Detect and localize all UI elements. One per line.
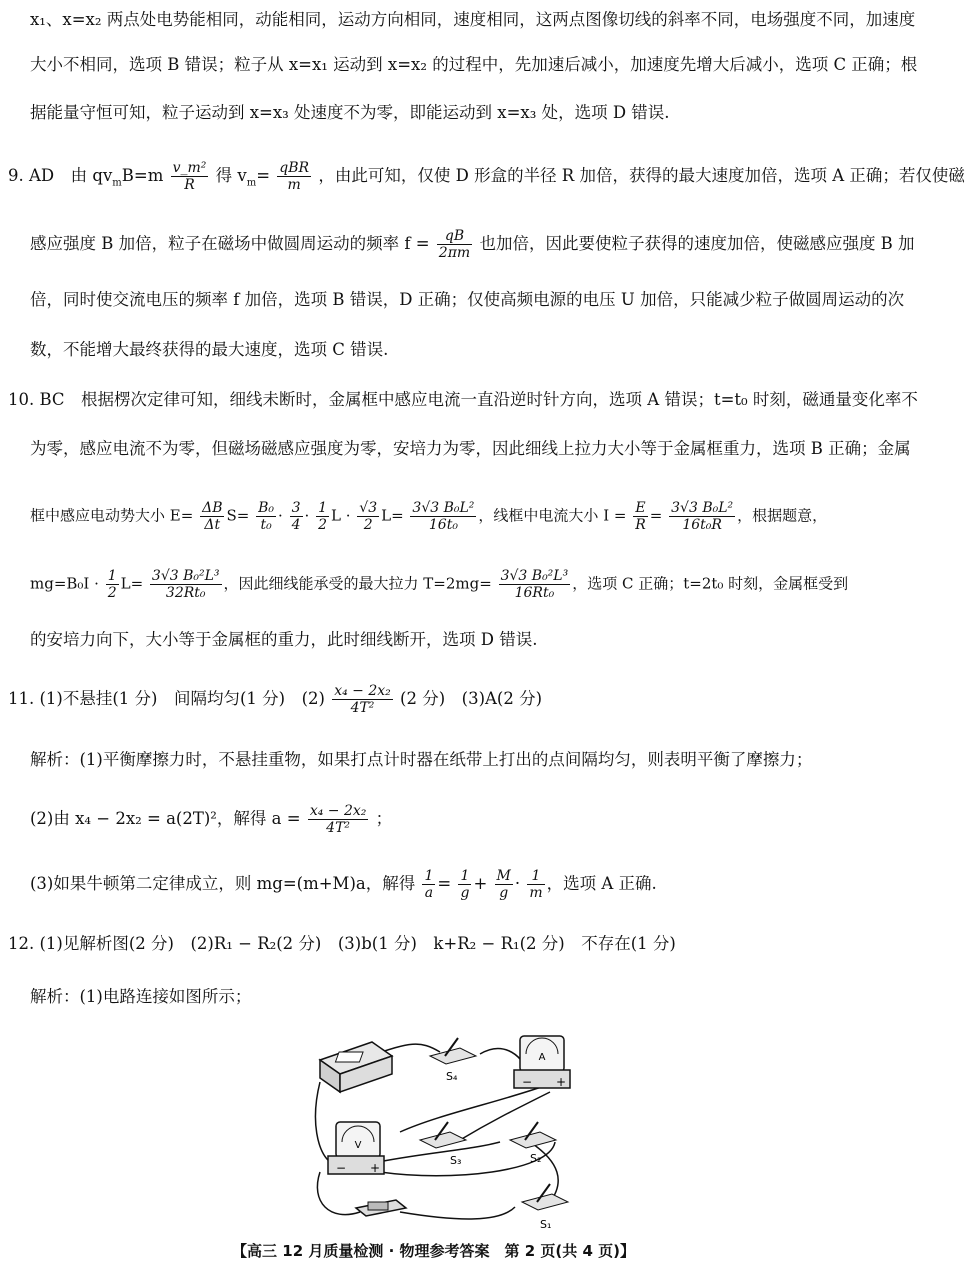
voltmeter-label: V [354, 1140, 362, 1151]
switch-s1 [522, 1184, 568, 1231]
q9-line-2: 感应强度 B 加倍，粒子在磁场中做圆周运动的频率 f = $\frac{qB}{2\pi m}$ 也加倍，因此要使粒子获得的速度加倍，使磁感应强度 B 加 [30, 228, 915, 261]
q11-line-1: 11. (1)不悬挂(1 分) 间隔均匀(1 分) (2) $\frac{\text{x₄ − 2x₂}}{\text{4T²}}$ (2 分) (3)A(2 分) [8, 683, 543, 716]
switch-s1-label: S₁ [540, 1218, 552, 1231]
voltmeter-plus: + [370, 1161, 381, 1175]
q8-line-2: 大小不相同，选项 B 错误；粒子从 x=x₁ 运动到 x=x₂ 的过程中，先加速后减小，加速度先增大后减小，选项 C 正确；根 [30, 55, 918, 74]
switch-s2-label: S₂ [530, 1152, 542, 1165]
voltmeter [328, 1122, 384, 1175]
q8-line-1: x₁、x=x₂ 两点处电势能相同，动能相同，运动方向相同，速度相同，这两点图像切线的斜率不同，电场强度不同，加速度 [30, 10, 916, 29]
switch-s3-label: S₃ [450, 1154, 462, 1167]
switch-s4-label: S₄ [446, 1070, 458, 1083]
q10-line-1: 10. BC 根据楞次定律可知，细线未断时，金属框中感应电流一直沿逆时针方向，选项 A 错误；t=t₀ 时刻，磁通量变化率不 [8, 390, 918, 409]
q9-line-1: 9. AD 由 $qv_mB=m$ $\frac{\text{v\_m²}}{R}$ 得 $v_m=$ $\frac{\text{qBR}}{m}$ ，由此可知，仅使 D 形盒的半径 R 加倍，获得的最大速度加倍，选项 A 正确；若仅使磁 [8, 160, 965, 193]
q12-line-2: 解析：(1)电路连接如图所示； [30, 987, 252, 1006]
q12-line-1: 12. (1)见解析图(2 分) (2)R₁ − R₂(2 分) (3)b(1 分) k+R₂ − R₁(2 分) 不存在(1 分) [8, 934, 676, 953]
ammeter-label: A [538, 1052, 546, 1063]
q9-line-3: 倍，同时使交流电压的频率 f 加倍，选项 B 错误，D 正确；仅使高频电源的电压 U 加倍，只能减少粒子做圆周运动的次 [30, 290, 905, 309]
q10-line-2: 为零，感应电流不为零，但磁场磁感应强度为零，安培力为零，因此细线上拉力大小等于金属框重力，选项 B 正确；金属 [30, 439, 911, 458]
wire [317, 1172, 360, 1215]
ammeter-minus: − [522, 1075, 533, 1089]
switch-s4 [430, 1038, 476, 1083]
page-footer: 【高三 12 月质量检测 · 物理参考答案 第 2 页(共 4 页)】 [232, 1242, 635, 1260]
voltmeter-minus: − [336, 1161, 347, 1175]
q9-line-4: 数，不能增大最终获得的最大速度，选项 C 错误. [30, 340, 389, 359]
switch-s3 [420, 1122, 466, 1167]
wire [400, 1084, 550, 1132]
wire [400, 1207, 515, 1219]
q10-line-3: 框中感应电动势大小 E= $\frac{\Delta B}{\Delta t}$ S= $\frac{\text{B₀}}{\text{t₀}}$ · $\frac{3}{4}$ · $\frac{1}{2}$ L · $\frac{√3}{2}$ L= $\frac{\text{3√3 B₀L²}}{\text{16t₀}}$ ，线框中电流大小 I = $\frac{E}{R}$ = $\frac{\text{3√3 B₀L²}}{\text{16t₀R}}$ ，根据题意， [30, 500, 828, 533]
q8-line-3: 据能量守恒可知，粒子运动到 x=x₃ 处速度不为零，即能运动到 x=x₃ 处，选项 D 错误. [30, 103, 670, 122]
circuit-diagram [300, 1022, 600, 1234]
wire [315, 1082, 330, 1162]
q11-line-4: (3)如果牛顿第二定律成立，则 mg=(m+M)a，解得 $\frac{1}{a}$ = $\frac{1}{g}$ + $\frac{M}{g}$ · $\frac{1}{m}$ ，选项 A 正确. [30, 868, 657, 901]
q11-line-3: (2)由 x₄ − 2x₂ = a(2T)²，解得 a = $\frac{\text{x₄ − 2x₂}}{\text{4T²}}$ ； [30, 803, 393, 836]
rheostat [356, 1200, 406, 1216]
q11-line-2: 解析：(1)平衡摩擦力时，不悬挂重物，如果打点计时器在纸带上打出的点间隔均匀，则表明平衡了摩擦力； [30, 750, 813, 769]
ammeter-plus: + [556, 1075, 567, 1089]
battery-box [320, 1042, 392, 1092]
q10-line-4: mg=B₀I · $\frac{1}{2}$ L= $\frac{\text{3√3 B₀²L³}}{\text{32Rt₀}}$ ，因此细线能承受的最大拉力 T=2mg= $\frac{\text{3√3 B₀²L³}}{\text{16Rt₀}}$ ，选项 C 正确；t=2t₀ 时刻，金属框受到 [30, 568, 849, 601]
ammeter [514, 1036, 570, 1089]
q10-line-5: 的安培力向下，大小等于金属框的重力，此时细线断开，选项 D 错误. [30, 630, 538, 649]
